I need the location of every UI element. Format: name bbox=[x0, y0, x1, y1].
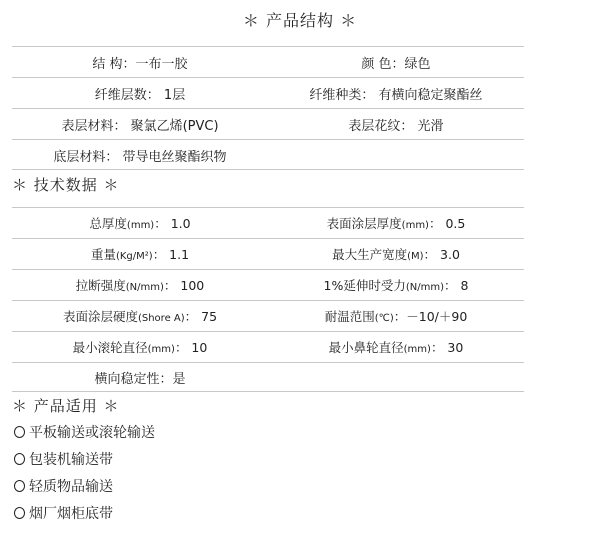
tech-cell bbox=[268, 245, 524, 263]
tech-cell bbox=[12, 245, 268, 263]
tech-value: ： 0.5 bbox=[428, 216, 466, 231]
tech-row bbox=[12, 208, 524, 238]
tech-unit: (mm) bbox=[147, 344, 175, 355]
structure-row bbox=[12, 140, 524, 170]
tech-value: ： 8 bbox=[444, 278, 469, 293]
list-item bbox=[14, 499, 155, 526]
structure-row bbox=[12, 78, 524, 108]
tech-label: 表面涂层硬度 bbox=[62, 309, 138, 324]
tech-value: ： 1.0 bbox=[154, 216, 191, 231]
tech-unit: (M) bbox=[407, 251, 424, 262]
tech-unit: (N/mm) bbox=[125, 282, 164, 293]
tech-unit: (mm) bbox=[401, 220, 429, 231]
tech-unit: (Kg/M²) bbox=[115, 251, 153, 262]
tech-cell bbox=[268, 214, 524, 232]
list-item-label: 轻质物品输送 bbox=[29, 478, 113, 495]
structure-cell: 纤维层数： 1层 bbox=[94, 87, 186, 103]
tech-unit: (mm) bbox=[403, 344, 431, 355]
tech-cell bbox=[12, 214, 268, 232]
tech-cell bbox=[268, 338, 524, 356]
application-list bbox=[14, 418, 155, 526]
structure-cell: 底层材料： 带导电丝聚酯织物 bbox=[53, 149, 227, 165]
tech-label: 重量 bbox=[90, 247, 116, 262]
list-item-label: 烟厂烟柜底带 bbox=[29, 505, 113, 522]
tech-label: 1%延伸时受力 bbox=[323, 278, 406, 293]
tech-label: 耐温范围 bbox=[324, 309, 375, 324]
structure-cell: 纤维种类： 有横向稳定聚酯丝 bbox=[309, 87, 483, 103]
application-title: ＊ 产品适用 ＊ bbox=[12, 397, 120, 415]
tech-row bbox=[12, 362, 524, 392]
circle-icon bbox=[14, 507, 25, 519]
list-item-label: 平板输送或滚轮输送 bbox=[29, 424, 155, 441]
tech-cell bbox=[268, 276, 524, 294]
tech-row bbox=[12, 332, 524, 362]
tech-label: 拉断强度 bbox=[75, 278, 126, 293]
list-item bbox=[14, 418, 155, 445]
structure-cell: 结 构：一布一胶 bbox=[92, 56, 188, 72]
structure-cell: 颜 色：绿色 bbox=[361, 56, 431, 72]
tech-title: ＊ 技术数据 ＊ bbox=[12, 176, 120, 194]
tech-label: 最大生产宽度 bbox=[332, 247, 408, 262]
tech-value: ：－10/＋90 bbox=[393, 309, 468, 324]
circle-icon bbox=[14, 426, 25, 438]
structure-cell: 表层材料： 聚氯乙烯(PVC) bbox=[61, 118, 219, 134]
tech-label: 总厚度 bbox=[89, 216, 127, 231]
structure-cell: 表层花纹： 光滑 bbox=[348, 118, 444, 134]
tech-value: ： 3.0 bbox=[423, 247, 460, 262]
divider bbox=[12, 391, 524, 392]
list-item bbox=[14, 472, 155, 499]
tech-cell bbox=[12, 338, 268, 356]
tech-unit: (Shore A) bbox=[137, 313, 185, 324]
tech-cell bbox=[12, 368, 268, 387]
list-item-label: 包装机输送带 bbox=[29, 451, 113, 468]
structure-row bbox=[12, 47, 524, 77]
tech-row bbox=[12, 270, 524, 300]
tech-label: 表面涂层厚度 bbox=[326, 216, 402, 231]
tech-cell bbox=[12, 276, 268, 294]
circle-icon bbox=[14, 480, 25, 492]
tech-row bbox=[12, 301, 524, 331]
tech-label: 最小滚轮直径 bbox=[72, 340, 148, 355]
tech-value: ： 30 bbox=[430, 340, 464, 355]
tech-cell bbox=[12, 307, 268, 325]
tech-value: ： 1.1 bbox=[152, 247, 190, 262]
tech-value: ： 75 bbox=[184, 309, 218, 324]
divider bbox=[12, 169, 524, 170]
tech-row bbox=[12, 239, 524, 269]
tech-label: 最小鼻轮直径 bbox=[328, 340, 404, 355]
list-item bbox=[14, 445, 155, 472]
tech-unit: (N/mm) bbox=[405, 282, 445, 293]
tech-value: ： 10 bbox=[174, 340, 208, 355]
tech-unit: (℃) bbox=[374, 313, 394, 324]
structure-title: ＊ 产品结构 ＊ bbox=[242, 11, 358, 30]
tech-unit: (mm) bbox=[126, 220, 155, 231]
structure-row bbox=[12, 109, 524, 139]
tech-label: 横向稳定性：是 bbox=[94, 371, 186, 387]
tech-value: ： 100 bbox=[163, 278, 205, 293]
tech-cell bbox=[268, 307, 524, 325]
circle-icon bbox=[14, 453, 25, 465]
